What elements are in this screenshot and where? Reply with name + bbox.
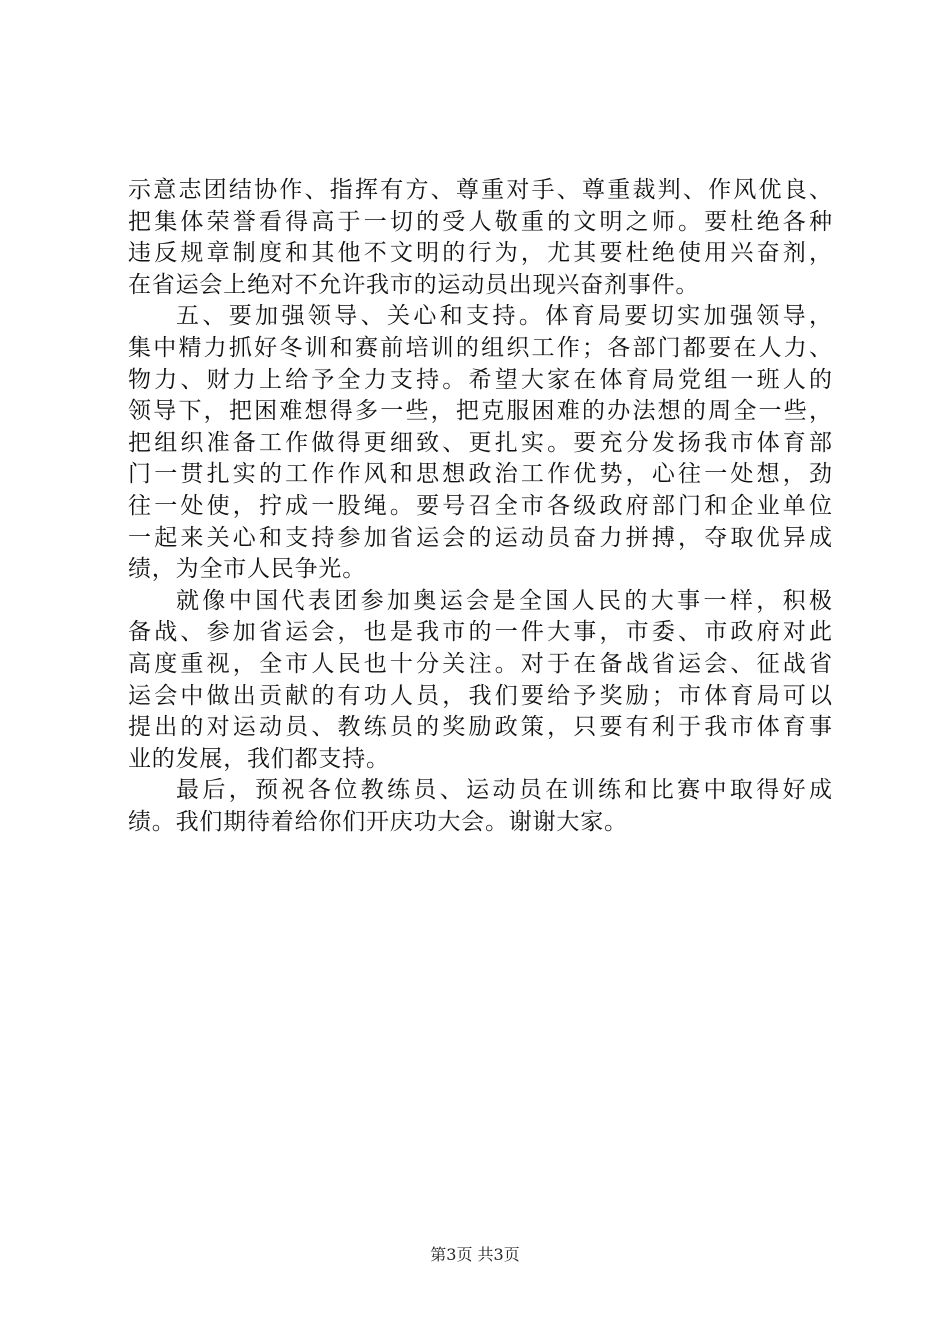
text-line: 业的发展，我们都支持。 bbox=[128, 745, 390, 772]
text-line: 示意志团结协作、指挥有方、尊重对手、尊重裁判、作风优良、 bbox=[128, 177, 832, 203]
text-line: 备战、参加省运会，也是我市的一件大事，市委、市政府对此 bbox=[128, 619, 832, 646]
document-body bbox=[128, 175, 832, 838]
page-footer: 第3页 共3页 bbox=[430, 1245, 520, 1264]
paragraph-start-line: 五、要加强领导、关心和支持。体育局要切实加强领导， bbox=[176, 303, 832, 330]
text-line: 往一处使，拧成一股绳。要号召全市各级政府部门和企业单位 bbox=[128, 492, 832, 519]
text-line: 物力、财力上给予全力支持。希望大家在体育局党组一班人的 bbox=[128, 366, 832, 393]
text-line: 一起来关心和支持参加省运会的运动员奋力拼搏，夺取优异成 bbox=[128, 524, 832, 551]
text-line: 高度重视，全市人民也十分关注。对于在备战省运会、征战省 bbox=[128, 650, 832, 677]
text-line: 违反规章制度和其他不文明的行为，尤其要杜绝使用兴奋剂， bbox=[128, 240, 832, 267]
text-line: 运会中做出贡献的有功人员，我们要给予奖励；市体育局可以 bbox=[128, 682, 832, 709]
paragraph-start-line: 最后，预祝各位教练员、运动员在训练和比赛中取得好成 bbox=[176, 777, 832, 804]
text-line: 集中精力抓好冬训和赛前培训的组织工作；各部门都要在人力、 bbox=[128, 334, 832, 361]
text-line: 领导下，把困难想得多一些，把克服困难的办法想的周全一些， bbox=[128, 398, 832, 425]
text-line: 把集体荣誉看得高于一切的受人敬重的文明之师。要杜绝各种 bbox=[128, 208, 832, 235]
text-line: 绩。我们期待着给你们开庆功大会。谢谢大家。 bbox=[128, 808, 628, 835]
paragraph-start-line: 就像中国代表团参加奥运会是全国人民的大事一样，积极 bbox=[176, 587, 832, 614]
text-line: 绩，为全市人民争光。 bbox=[128, 556, 366, 583]
text-line: 在省运会上绝对不允许我市的运动员出现兴奋剂事件。 bbox=[128, 271, 700, 298]
text-line: 提出的对运动员、教练员的奖励政策，只要有利于我市体育事 bbox=[128, 714, 832, 741]
text-line: 门一贯扎实的工作作风和思想政治工作优势，心往一处想，劲 bbox=[128, 461, 832, 488]
text-line: 把组织准备工作做得更细致、更扎实。要充分发扬我市体育部 bbox=[128, 429, 832, 456]
